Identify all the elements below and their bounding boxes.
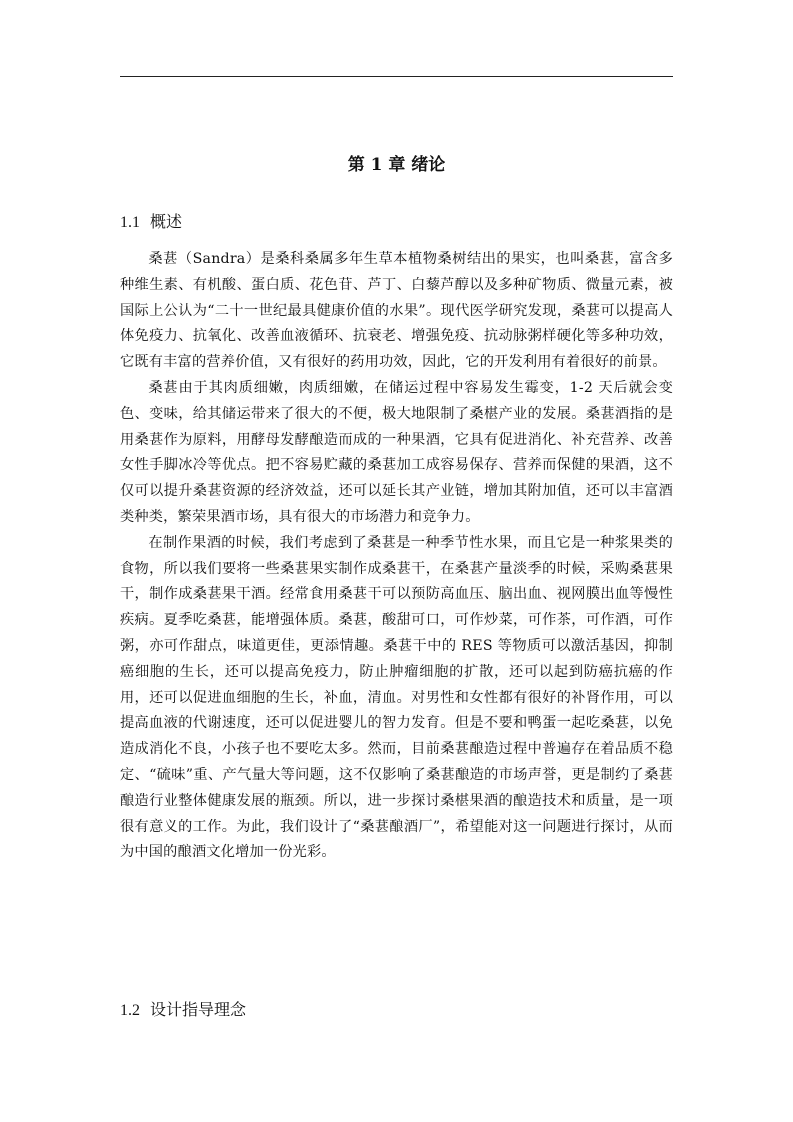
paragraph: 在制作果酒的时候，我们考虑到了桑葚是一种季节性水果，而且它是一种浆果类的食物，所以我们要将一些桑葚果实制作成桑葚干，在桑葚产量淡季的时候，采购桑葚果干，制作成桑葚果干酒。经常食用桑葚干可以预防高血压、脑出血、视网膜出血等慢性疾病。夏季吃桑葚，能增强体质。桑葚，酸甜可口，可作炒菜，可作茶，可作酒，可作粥，亦可作甜点，味道更佳，更添情趣。桑葚干中的 RES 等物质可以激活基因，抑制癌细胞的生长，还可以提高免疫力，防止肿瘤细胞的扩散，还可以起到防癌抗癌的作用，还可以促进血细胞的生长，补血，清血。对男性和女性都有很好的补肾作用，可以提高血液的代谢速度，还可以促进婴儿的智力发育。但是不要和鸭蛋一起吃桑葚，以免造成消化不良，小孩子也不要吃太多。然而，目前桑葚酿造过程中普遍存在着品质不稳定、“硫味”重、产气量大等问题，这不仅影响了桑葚酿造的市场声誉，更是制约了桑葚酿造行业整体健康发展的瓶颈。所以，进一步探讨桑椹果酒的酿造技术和质量，是一项很有意义的工作。为此，我们设计了“桑葚酿酒厂”，希望能对这一问题进行探讨，从而为中国的酿酒文化增加一份光彩。 — [120, 534, 673, 861]
section-heading-1-2 — [120, 999, 246, 1022]
section-title: 概述 — [150, 212, 183, 231]
header-rule — [120, 76, 673, 77]
section-number: 1.2 — [120, 1002, 140, 1019]
chapter-title: 第 1 章 绪论 — [347, 155, 446, 175]
section-heading-1-1 — [120, 211, 182, 234]
section-title: 设计指导理念 — [150, 1000, 247, 1019]
section-number: 1.1 — [120, 214, 140, 231]
section-body-1-1 — [120, 247, 673, 866]
paragraph: 桑葚（Sandra）是桑科桑属多年生草本植物桑树结出的果实，也叫桑葚，富含多种维生素、有机酸、蛋白质、花色苷、芦丁、白藜芦醇以及多种矿物质、微量元素，被国际上公认为“二十一世纪最具健康价值的水果”。现代医学研究发现，桑葚可以提高人体免疫力、抗氧化、改善血液循环、抗衰老、增强免疫、抗动脉粥样硬化等多种功效，它既有丰富的营养价值，又有很好的药用功效，因此，它的开发利用有着很好的前景。 — [120, 251, 673, 371]
paragraph: 桑葚由于其肉质细嫩，肉质细嫩，在储运过程中容易发生霉变，1-2 天后就会变色、变味，给其储运带来了很大的不便，极大地限制了桑椹产业的发展。桑葚酒指的是用桑葚作为原料，用酵母发酵酿造而成的一种果酒，它具有促进消化、补充营养、改善女性手脚冰冷等优点。把不容易贮藏的桑葚加工成容易保存、营养而保健的果酒，这不仅可以提升桑葚资源的经济效益，还可以延长其产业链，增加其附加值，还可以丰富酒类种类，繁荣果酒市场，具有很大的市场潜力和竞争力。 — [120, 379, 673, 525]
